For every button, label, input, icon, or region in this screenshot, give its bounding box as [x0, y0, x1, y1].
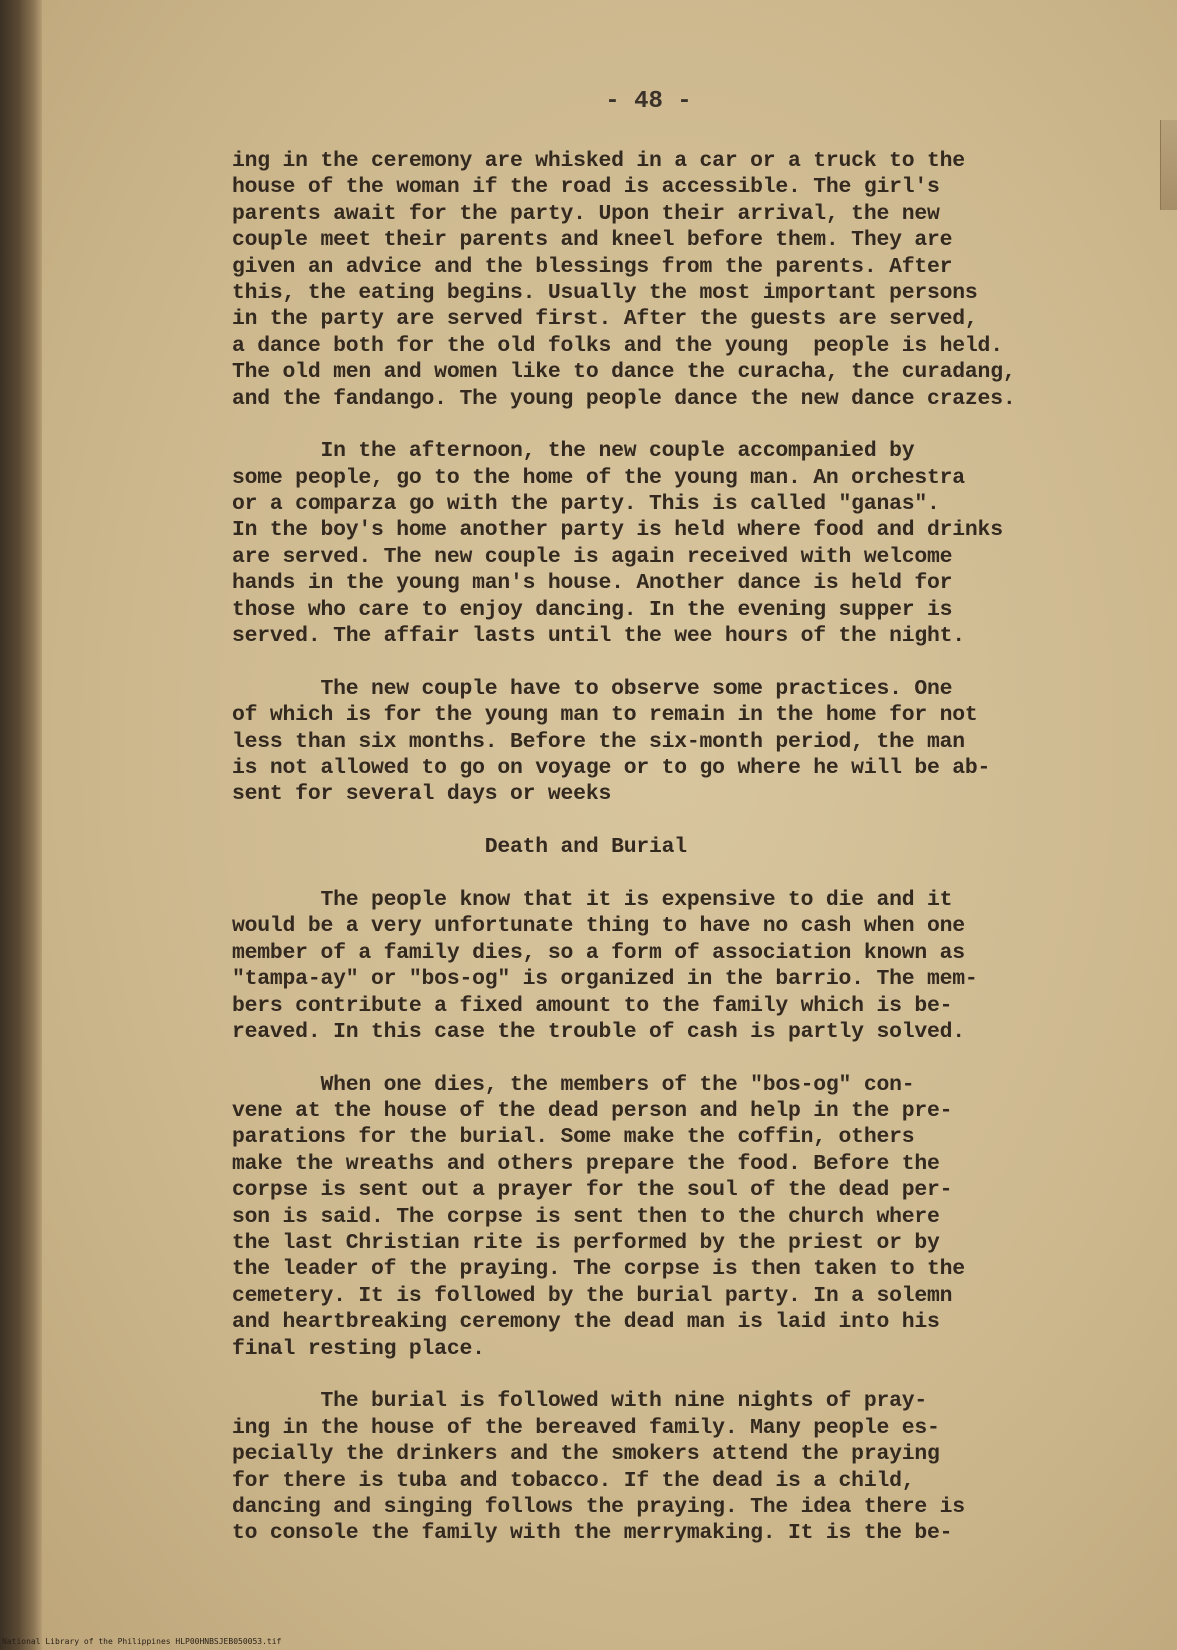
text-line: parations for the burial. Some make the coffin, others [232, 1125, 915, 1150]
paragraph-gap [232, 412, 1082, 438]
text-line: bers contribute a fixed amount to the family which is be- [232, 993, 953, 1018]
paragraph-gap [232, 861, 1082, 887]
text-line: corpse is sent out a prayer for the soul of the dead per- [232, 1178, 953, 1203]
text-line: served. The affair lasts until the wee hours of the night. [232, 624, 965, 649]
text-line: and the fandango. The young people dance the new dance crazes. [232, 386, 1016, 411]
text-line: parents await for the party. Upon their arrival, the new [232, 201, 940, 226]
text-line: ing in the house of the bereaved family. Many people es- [232, 1415, 940, 1440]
text-line: to console the family with the merrymaking. It is the be- [232, 1521, 953, 1546]
text-line: couple meet their parents and kneel before them. They are [232, 228, 953, 253]
text-line: make the wreaths and others prepare the food. Before the [232, 1151, 940, 1176]
text-line: sent for several days or weeks [232, 782, 612, 807]
text-line: the last Christian rite is performed by the priest or by [232, 1231, 940, 1256]
paragraph-gap [232, 1362, 1082, 1388]
text-line: The people know that it is expensive to die and it [232, 887, 953, 912]
document-body [232, 148, 1082, 1547]
archive-footer: National Library of the Philippines HLP00HNBSJEB050053.tif [2, 1637, 282, 1646]
text-line: When one dies, the members of the "bos-og" con- [232, 1072, 915, 1097]
text-line: vene at the house of the dead person and help in the pre- [232, 1099, 953, 1124]
section-heading: Death and Burial [232, 835, 687, 860]
text-line: The old men and women like to dance the curacha, the curadang, [232, 360, 1016, 385]
text-line: The new couple have to observe some practices. One [232, 676, 953, 701]
book-binding [0, 0, 42, 1650]
text-line: member of a family dies, so a form of association known as [232, 940, 965, 965]
paragraph-gap [232, 1045, 1082, 1071]
page-number: - 48 - [605, 88, 692, 115]
paragraph-gap [232, 808, 1082, 834]
text-line: those who care to enjoy dancing. In the evening supper is [232, 597, 953, 622]
text-line: would be a very unfortunate thing to have no cash when one [232, 914, 965, 939]
text-line: hands in the young man's house. Another dance is held for [232, 571, 953, 596]
text-line: this, the eating begins. Usually the most important persons [232, 280, 978, 305]
text-line: and heartbreaking ceremony the dead man is laid into his [232, 1310, 940, 1335]
text-line: or a comparza go with the party. This is called "ganas". [232, 492, 940, 517]
text-line: The burial is followed with nine nights of pray- [232, 1389, 928, 1414]
text-line: reaved. In this case the trouble of cash is partly solved. [232, 1019, 965, 1044]
text-line: son is said. The corpse is sent then to the church where [232, 1204, 940, 1229]
text-line: dancing and singing follows the praying. The idea there is [232, 1494, 965, 1519]
text-line: less than six months. Before the six-month period, the man [232, 729, 965, 754]
text-line: the leader of the praying. The corpse is then taken to the [232, 1257, 965, 1282]
text-line: "tampa-ay" or "bos-og" is organized in the barrio. The mem- [232, 967, 978, 992]
text-line: a dance both for the old folks and the young people is held. [232, 333, 1003, 358]
text-line: is not allowed to go on voyage or to go where he will be ab- [232, 755, 991, 780]
text-line: in the party are served first. After the guests are served, [232, 307, 978, 332]
text-line: pecially the drinkers and the smokers attend the praying [232, 1442, 940, 1467]
text-line: for there is tuba and tobacco. If the dead is a child, [232, 1468, 915, 1493]
text-line: final resting place. [232, 1336, 485, 1361]
text-line: some people, go to the home of the young man. An orchestra [232, 465, 965, 490]
text-line: In the afternoon, the new couple accompanied by [232, 439, 915, 464]
text-line: of which is for the young man to remain in the home for not [232, 703, 978, 728]
paragraph-gap [232, 649, 1082, 675]
text-line: cemetery. It is followed by the burial party. In a solemn [232, 1283, 953, 1308]
text-line: ing in the ceremony are whisked in a car or a truck to the [232, 149, 965, 173]
text-line: given an advice and the blessings from the parents. After [232, 254, 953, 279]
text-line: In the boy's home another party is held where food and drinks [232, 518, 1003, 543]
text-line: are served. The new couple is again received with welcome [232, 544, 953, 569]
text-line: house of the woman if the road is accessible. The girl's [232, 175, 940, 200]
paper-clip-mark [1160, 120, 1177, 210]
